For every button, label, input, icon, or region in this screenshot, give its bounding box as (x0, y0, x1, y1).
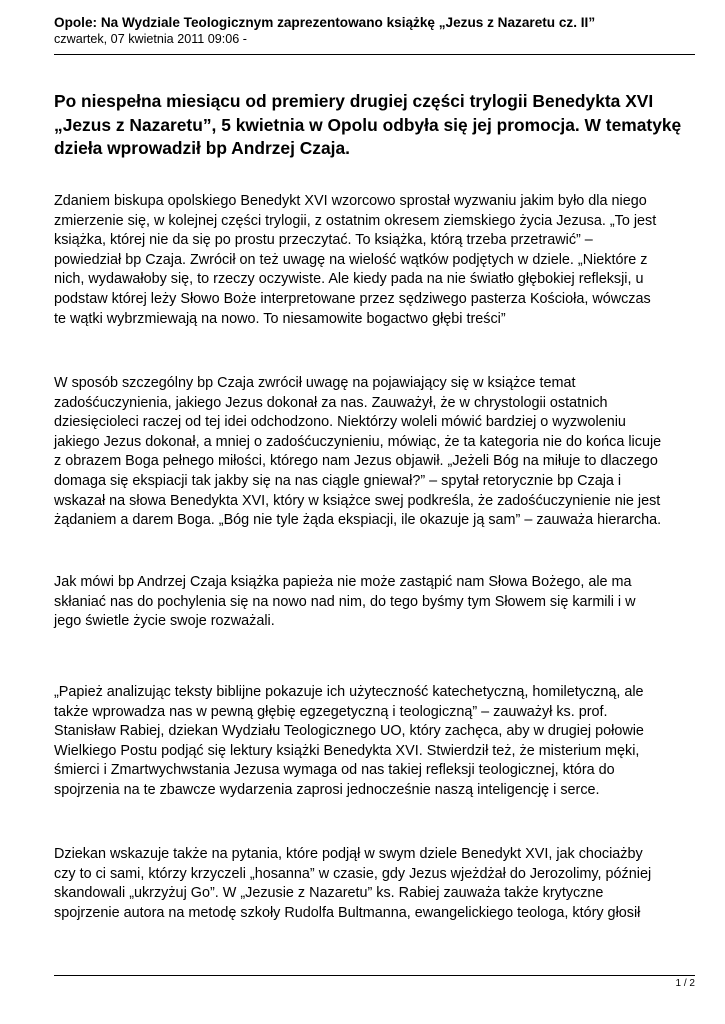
body-paragraph-5 (54, 845, 704, 923)
article-title: Opole: Na Wydziale Teologicznym zaprezentowano książkę „Jezus z Nazaretu cz. II” (54, 15, 596, 30)
body-line: skandowali „ukrzyżuj Go”. W „Jezusie z Nazaretu” ks. Rabiej zauważa także krytyczne (54, 885, 604, 902)
body-line: Zdaniem biskupa opolskiego Benedykt XVI wzorcowo sprostał wyzwaniu jakim było dla niego (54, 193, 647, 209)
article-date: czwartek, 07 kwietnia 2011 09:06 - (54, 32, 247, 46)
body-paragraph-1 (54, 192, 704, 329)
body-line: skłaniać nas do pochylenia się na nowo nad nim, do tego byśmy tym Słowem się karmili i w (54, 593, 636, 610)
body-line: książka, której nie da się po prostu przeczytać. To książka, którą trzeba przetrawić” – (54, 232, 593, 249)
body-line: żądaniem a darem Boga. „Bóg nie tyle żąda ekspiacji, ile okazuje ją sam” – zauważa hierarcha. (54, 512, 662, 529)
header-divider (54, 54, 695, 55)
body-line: powiedział bp Czaja. Zwrócił on też uwagę na wielość wątków podjętych w dziele. „Niektóre z (54, 251, 648, 268)
body-line: Dziekan wskazuje także na pytania, które podjął w swym dziele Benedykt XVI, jak chociażby (54, 846, 643, 862)
body-line: także wprowadza nas w pewną głębię egzegetyczną i teologiczną” – zauważył ks. prof. (54, 703, 608, 720)
body-line: jego świetle życie swoje rozważali. (54, 613, 275, 630)
body-line: zadośćuczynienia, jakiego Jezus dokonał za nas. Zauważył, że w chrystologii ostatnich (54, 394, 608, 411)
footer-divider (54, 975, 695, 976)
body-line: Wielkiego Postu podjąć się lektury książki Benedykta XVI. Stwierdził też, że misterium męki, (54, 742, 640, 759)
body-line: z obrazem Boga pełnego miłości, którego nam Jezus objawił. „Jeżeli Bóg na miłuje to dlaczego (54, 453, 658, 470)
body-line: spojrzenie autora na metodę szkoły Rudolfa Bultmanna, ewangelickiego teologa, który głosił (54, 904, 641, 921)
body-line: domaga się ekspiacji tak jakby się na nas ciągle gniewał?” – spytał retorycznie bp Czaja i (54, 472, 622, 489)
body-line: podstaw której leży Słowo Boże interpretowane przez sędziwego pasterza Kościoła, wówczas (54, 290, 651, 307)
page-header (54, 14, 694, 48)
body-line: nich, wydawałoby się, to rzeczy oczywiste. Ale kiedy pada na nie światło głębokiej refleksji, u (54, 271, 644, 288)
lead-paragraph (54, 90, 704, 161)
lead-line: „Jezus z Nazaretu”, 5 kwietnia w Opolu odbyła się jej promocja. W tematykę (54, 114, 682, 135)
body-paragraph-3 (54, 573, 704, 632)
body-line: W sposób szczególny bp Czaja zwrócił uwagę na pojawiający się w książce temat (54, 375, 576, 391)
body-line: śmierci i Zmartwychwstania Jezusa wymaga od nas takiej refleksji teologicznej, która do (54, 762, 615, 779)
body-line: te wątki wybrzmiewają na nowo. To niesamowite bogactwo głębi treści” (54, 310, 506, 327)
body-line: wskazał na słowa Benedykta XVI, który w książce swej podkreśla, że zadośćuczynienie nie jest (54, 492, 661, 509)
body-paragraph-2 (54, 374, 704, 531)
lead-line: Po niespełna miesiącu od premiery drugiej części trylogii Benedykta XVI (54, 91, 654, 111)
body-line: spojrzenia na te zbawcze wydarzenia zaprosi jednocześnie naszą inteligencję i serce. (54, 781, 600, 798)
body-line: „Papież analizując teksty biblijne pokazuje ich użyteczność katechetyczną, homiletyczną, ale (54, 684, 644, 700)
body-line: Stanisław Rabiej, dziekan Wydziału Teologicznego UO, który zachęca, aby w drugiej połowie (54, 723, 644, 740)
body-line: zmierzenie się, w kolejnej części trylogii, z ostatnim okresem ziemskiego życia Jezusa. „To jest (54, 212, 657, 229)
page-number: 1 / 2 (675, 978, 695, 989)
body-line: Jak mówi bp Andrzej Czaja książka papieża nie może zastąpić nam Słowa Bożego, ale ma (54, 574, 632, 590)
lead-line: dzieła wprowadził bp Andrzej Czaja. (54, 138, 351, 158)
body-line: dziesięcioleci raczej od tej idei odchodzono. Niektórzy woleli mówić bardziej o wyzwoleniu (54, 414, 626, 431)
body-line: jakiego Jezus dokonał, a mniej o zadośćuczynieniu, mówiąc, że ta kategoria nie do końca licuje (54, 433, 662, 450)
body-line: czy to ci sami, którzy krzyczeli „hosanna” w czasie, gdy Jezus wjeżdżał do Jerozolimy, później (54, 865, 652, 882)
body-paragraph-4 (54, 683, 704, 801)
